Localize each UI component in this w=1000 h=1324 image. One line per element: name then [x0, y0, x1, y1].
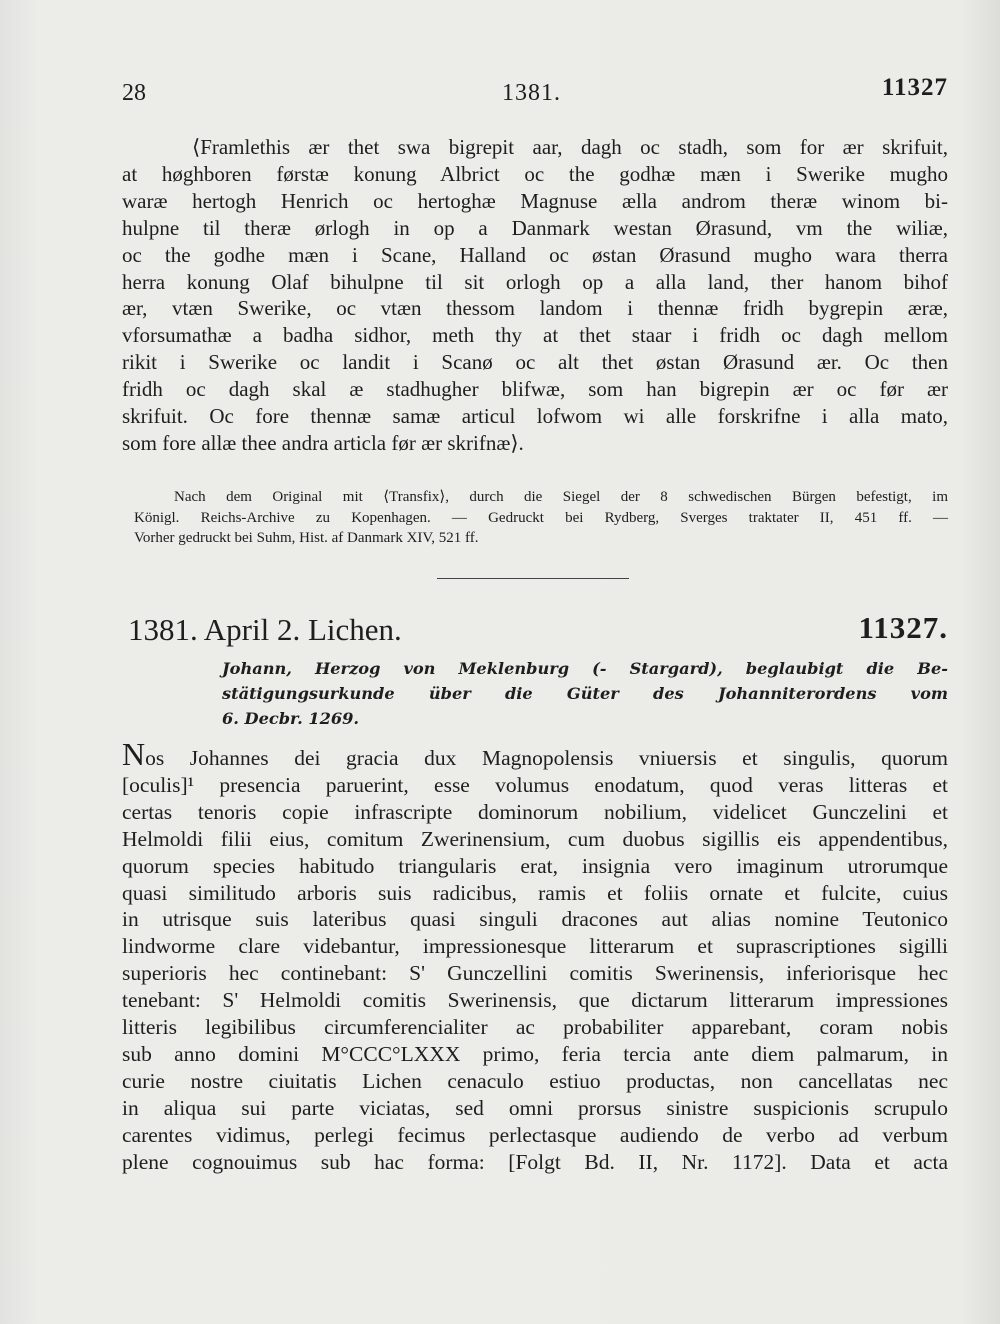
text-line: at høghboren førstæ konung Albrict oc the godhæ mæn i Swerike mugho: [122, 161, 948, 186]
page-header: [122, 72, 948, 112]
summary-line: stätigungsurkunde über die Güter des Johanniterordens vom: [222, 684, 948, 703]
text-line: sub anno domini M°CCC°LXXX primo, feria tercia ante diem palmarum, in: [122, 1041, 948, 1066]
text-line: [oculis]¹ presencia paruerint, esse volumus enodatum, quod veras litteras et: [122, 772, 948, 797]
text-line: lindworme clare videbantur, impressionesque litterarum et suprascriptiones sigilli: [122, 934, 948, 959]
text-line: carentes vidimus, perlegi fecimus perlectasque audiendo de verbo ad verbum: [122, 1122, 948, 1147]
text-line: Helmoldi filii eius, comitum Zwerinensium, cum duobus sigillis eis appendentibus,: [122, 826, 948, 851]
text-line: certas tenoris copie infrascripte dominorum nobilium, videlicet Gunczelini et: [122, 799, 948, 824]
text-line: litteris legibilibus circumferencialiter ac probabiliter apparebant, coram nobis: [122, 1015, 948, 1040]
source-note: [134, 487, 948, 549]
text-line: hulpne til theræ ørlogh in op a Danmark westan Ørasund, vm the wiliæ,: [122, 215, 948, 240]
note-line: Vorher gedruckt bei Suhm, Hist. af Danmark XIV, 521 ff.: [134, 530, 479, 546]
first-line-text: os Johannes dei gracia dux Magnopolensis vniuersis et singulis, quorum: [145, 746, 948, 770]
text-line: ⟨Framlethis ær thet swa bigrepit aar, dagh oc stadh, som for ær skrifuit,: [192, 135, 948, 159]
text-line: fridh oc dagh skal æ stadhugher blifwæ, som han bigrepin ær oc før ær: [122, 377, 948, 402]
text-line: oc the godhe mæn i Scane, Halland oc østan Ørasund mugho wara therra: [122, 242, 948, 267]
entry-summary: [222, 656, 948, 731]
text-line: waræ hertogh Henrich oc hertoghæ Magnuse ælla androm theræ winom bi-: [122, 188, 948, 213]
summary-line: 6. Decbr. 1269.: [222, 709, 360, 728]
running-document-number: 11327: [881, 74, 948, 101]
text-line: rikit i Swerike oc landit i Scanø oc alt thet østan Ørasund ær. Oc then: [122, 350, 948, 375]
initial-letter: N: [122, 736, 146, 772]
text-line: skrifuit. Oc fore thennæ samæ articul lofwom wi alle forskrifne i alla mato,: [122, 404, 948, 429]
running-year: 1381.: [502, 80, 561, 106]
old-swedish-paragraph: [122, 134, 948, 457]
summary-line: Johann, Herzog von Meklenburg (- Stargard), beglaubigt die Be-: [222, 659, 948, 678]
text-line: plene cognouimus sub hac forma: [Folgt Bd. II, Nr. 1172]. Data et acta: [122, 1149, 948, 1174]
entry-number: 11327.: [858, 610, 948, 645]
text-line: vforsumathæ a badha sidhor, meth thy at thet staar i fridh oc dagh mellom: [122, 323, 948, 348]
entry-heading: [128, 608, 948, 652]
section-divider: [437, 578, 629, 579]
text-line: ær, vtæn Swerike, oc vtæn thessom landom i thennæ fridh bygrepin æræ,: [122, 296, 948, 321]
entry-date-place: 1381. April 2. Lichen.: [128, 612, 402, 647]
text-line: som fore allæ thee andra articla før ær skrifnæ⟩.: [122, 430, 524, 455]
text-line: tenebant: S' Helmoldi comitis Swerinensis, que dictarum litterarum impressiones: [122, 988, 948, 1013]
text-line: quasi similitudo arboris suis radicibus, ramis et foliis ornate et fulcite, cuius: [122, 880, 948, 905]
text-line: in utrisque suis lateribus quasi singuli dracones aut alias nomine Teutonico: [122, 907, 948, 932]
text-line: quorum species habitudo triangularis erat, insignia vero imaginum utrorumque: [122, 853, 948, 878]
latin-charter-text: [122, 736, 948, 1176]
text-line: herra konung Olaf bihulpne til sit orlogh op a alla land, ther hanom bihof: [122, 269, 948, 294]
page-number: 28: [122, 80, 146, 106]
note-line: Königl. Reichs-Archive zu Kopenhagen. — Gedruckt bei Rydberg, Sverges traktater II, 451 ff. —: [134, 509, 948, 526]
text-line: curie nostre ciuitatis Lichen cenaculo estiuo productas, non cancellatas nec: [122, 1068, 948, 1093]
text-line: in aliqua sui parte viciatas, sed omni prorsus sinistre suspicionis scrupulo: [122, 1095, 948, 1120]
text-line: superioris hec continebant: S' Gunczellini comitis Swerinensis, inferiorisque hec: [122, 961, 948, 986]
note-line: Nach dem Original mit ⟨Transfix⟩, durch die Siegel der 8 schwedischen Bürgen befestigt, im: [174, 489, 948, 505]
text-line-first: [122, 736, 948, 772]
